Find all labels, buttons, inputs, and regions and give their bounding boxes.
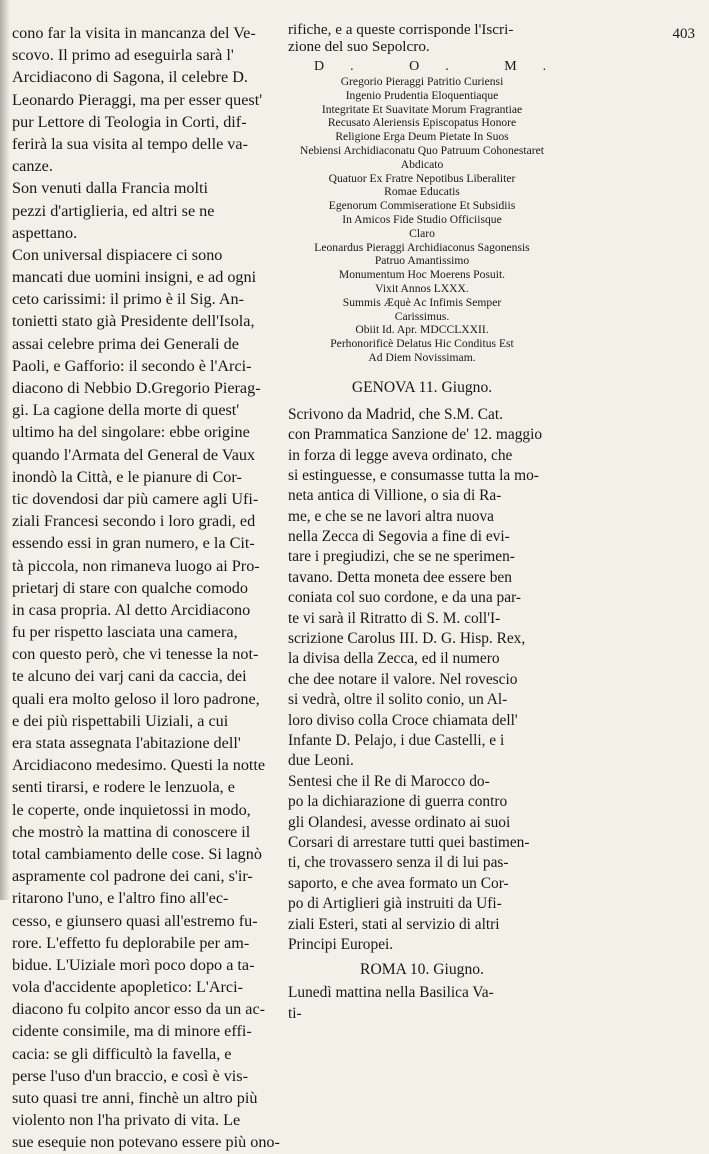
text-line: tic dovendosi dar più camere agli Ufi- [12,489,259,508]
text-line: ceto carissimi: il primo è il Sig. An- [12,290,244,309]
text-line: in casa propria. Al detto Arcidiacono [12,600,251,619]
text-line: ti- [288,1004,302,1022]
epitaph-line: Summis Æquè Ac Infimis Semper [342,295,502,309]
roma-heading: ROMA 10. Giugno. [360,961,484,979]
text-line: si estinguesse, e consumasse tutta la mo- [288,466,539,484]
epitaph-line: Carissimus. [394,309,450,323]
text-line: saporto, e che avea formato un Cor- [288,874,509,892]
text-line: neta antica di Villione, o sia di Ra- [288,487,502,505]
text-line: gli Olandesi, avesse ordinato ai suoi [288,813,511,831]
text-line: che mostrò la mattina di conoscere il [12,822,251,841]
text-line: Scrivono da Madrid, che S.M. Cat. [288,405,504,423]
epitaph-line: Religione Erga Deum Pietate In Suos [335,130,509,144]
epitaph-line: Claro [409,226,435,240]
text-line: violento non l'ha privato di vita. Le [12,1111,241,1130]
text-line: che dee notare il valore. Nel rovescio [288,670,518,688]
genova-heading: GENOVA 11. Giugno. [351,378,493,396]
text-line: in forza di legge aveva ordinato, che [288,446,513,464]
epitaph-line: Integritate Et Suavitate Morum Fragrantiae [321,102,523,116]
text-line: gi. La cagione della morte di quest' [12,401,240,420]
epitaph-line: Vixit Annos LXXX. [375,281,469,295]
text-line: inondò la Città, e le pianure di Cor- [12,467,242,486]
text-line: total cambiamento delle cose. Si lagnò [12,844,262,863]
text-line: ferirà la sua visita al tempo delle va- [12,134,248,153]
text-line: Sentesi che il Re di Marocco do- [288,772,490,790]
epitaph-line: Gregorio Pieraggi Patritio Curiensi [340,75,504,88]
text-line: canze. [12,157,53,176]
text-line: ziali Francesi secondo i loro gradi, ed [12,512,256,531]
text-line: essendo essi in gran numero, e la Cit- [12,534,255,553]
epitaph-line: Perhonorificè Delatus Hic Conditus Est [330,337,514,351]
text-line: loro diviso colla Croce chiamata dell' [288,711,518,729]
text-line: coniata col suo cordone, e da una par- [288,589,522,607]
genova-article [288,405,556,956]
text-line: tare i pregiudizi, che se ne sperimen- [288,548,515,566]
text-line: rifiche, e a queste corrisponde l'Iscri- [288,21,514,38]
text-line: suto quasi tre anni, finchè un altro più [12,1089,258,1107]
text-line: cono far la visita in mancanza del Ve- [12,24,256,42]
text-line: pur Lettore di Teologia in Corti, dif- [12,112,247,131]
text-line: aspramente col padrone dei cani, s'ir- [12,867,253,886]
text-line: Corsari di arrestare tutti quei bastimen- [288,833,530,851]
text-line: Infante D. Pelajo, i due Castelli, e i [288,731,505,749]
epitaph-line: D. O. M. [314,59,573,74]
text-line: prietarj di stare con qualche comodo [12,578,248,597]
text-line: cacia: se gli difficultò la favella, e [12,1044,232,1063]
right-column [288,21,573,1024]
text-line: sue esequie non potevano essere più ono- [12,1133,280,1152]
text-line: senti tirarsi, e rodere le lenzuola, e [12,778,235,797]
text-line: la divisa della Zecca, ed il numero [288,650,500,668]
text-line: te vi sarà il Ritratto di S. M. coll'I- [288,609,501,627]
left-column [12,22,280,1154]
epitaph-line: Ad Diem Novissimam. [368,350,476,364]
roma-article [288,983,556,1024]
epitaph-line: Romae Educatis [384,185,460,199]
text-line: po di Artiglieri già instruiti da Ufi- [288,895,502,913]
text-line: Principi Europei. [288,935,394,953]
epitaph-line: Obiit Id. Apr. MDCCLXXII. [355,323,489,337]
text-line: rore. L'effetto fu deplorabile per am- [12,933,250,952]
text-line: te alcuno dei varj cani da caccia, dei [12,667,247,686]
text-line: scovo. Il primo ad eseguirla sarà l' [12,46,234,65]
text-line: po la dichiarazione di guerra contro [288,793,508,811]
text-line: Leonardo Pieraggi, ma per esser quest' [12,90,263,109]
text-line: cesso, e giunsero quasi all'estremo fu- [12,911,258,930]
text-line: cidente consimile, ma di minore effi- [12,1022,252,1041]
text-line: nella Zecca di Segovia a fine di evi- [288,528,510,546]
text-line: diacono di Nebbio D.Gregorio Pierag- [12,379,261,397]
text-line: ti, che trovassero senza il di lui pas- [288,854,509,872]
text-line: pezzi d'artiglieria, ed altri se ne [12,201,215,220]
epitaph-line: Recusato Aleriensis Episcopatus Honore [327,116,517,130]
text-line: aspettano. [12,223,78,242]
text-line: scrizione Carolus III. D. G. Hisp. Rex, [288,630,526,648]
epitaph-line: Ingenio Prudentia Eloquentiaque [345,88,499,102]
text-line: le coperte, onde inquietossi in modo, [12,800,251,819]
text-line: e dei più rispettabili Uiziali, a cui [12,711,229,730]
text-line: Arcidiacono medesimo. Questi la notte [12,756,266,775]
text-line: quali era molto geloso il loro padrone, [12,689,260,708]
text-line: Son venuti dalla Francia molti [12,179,209,198]
text-line: Arcidiacono di Sagona, il celebre D. [12,68,248,87]
epitaph-line: Monumentum Hoc Moerens Posuit. [338,268,506,282]
text-line: si vedrà, oltre il solito conio, un Al- [288,691,508,709]
epitaph-line: Egenorum Commiseratione Et Subsidiis [328,199,516,213]
epitaph-line: Quatuor Ex Fratre Nepotibus Liberaliter [328,171,516,185]
text-line: fu per rispetto lasciata una camera, [12,623,238,642]
epitaph-line: Nebiensi Archidiaconatu Quo Patruum Cohonestaret [299,143,545,157]
epitaph-line: In Amicos Fide Studio Officiisque [342,212,502,226]
text-line: ziali Esteri, stati al servizio di altri [288,915,500,933]
epitaph-line: Abdicato [400,157,444,171]
epitaph-line: Leonardus Pieraggi Archidiaconus Sagonensis [314,240,530,254]
page-number: 403 [672,26,695,42]
text-line: con questo però, che vi tenesse la not- [12,645,259,664]
text-line: due Leoni. [288,752,354,770]
text-line: vola d'accidente apopletico: L'Arci- [12,978,244,997]
epitaph-line: Patruo Amantissimo [374,254,470,268]
text-line: tà piccola, non rimaneva luogo ai Pro- [12,556,260,575]
text-line: Paoli, e Gafforio: il secondo è l'Arci- [12,356,252,375]
intro-text [288,22,556,55]
text-line: zione del suo Sepolcro. [288,37,430,55]
binding-shadow [0,0,10,900]
text-line: con Prammatica Sanzione de' 12. maggio [288,426,543,444]
text-line: quando l'Armata del General de Vaux [12,445,256,464]
text-line: tonietti stato già Presidente dell'Isola, [12,312,255,331]
text-line: assai celebre prima dei Generali de [12,334,239,353]
text-line: Lunedì mattina nella Basilica Va- [288,984,494,1002]
text-line: era stata assegnata l'abitazione dell' [12,734,241,752]
text-line: bidue. L'Uiziale morì poco dopo a ta- [12,955,255,974]
text-line: me, e che se ne lavori altra nuova [288,507,494,525]
text-line: diacono fu colpito ancor esso da un ac- [12,1000,266,1019]
text-line: tavano. Detta moneta dee essere ben [288,568,512,586]
epitaph [288,59,573,365]
text-line: Con universal dispiacere ci sono [12,245,223,264]
text-line: mancati due uomini insigni, e ad ogni [12,268,257,287]
text-line: ultimo ha del singolare: ebbe origine [12,423,250,442]
left-column-text [12,22,280,1154]
text-line: perse l'uso d'un braccio, e così è vis- [12,1066,248,1085]
text-line: ritarono l'uno, e l'altro fino all'ec- [12,889,229,908]
